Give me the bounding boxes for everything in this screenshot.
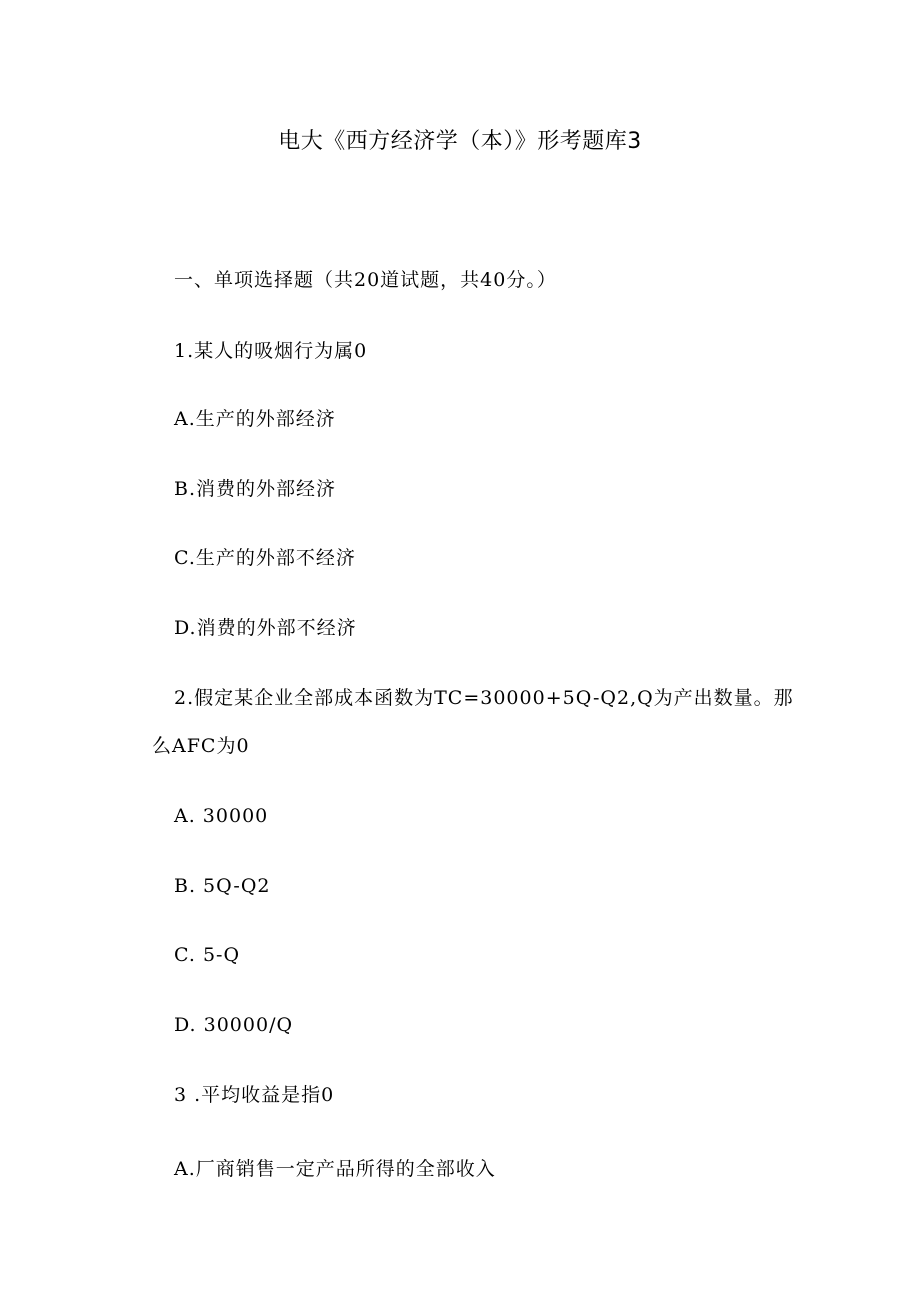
question-2-stem: 2.假定某企业全部成本函数为TC=30000+5Q-Q2,Q为产出数量。那 [174, 687, 794, 709]
question-2-option-b: B. 5Q-Q2 [174, 875, 271, 897]
question-3-stem: 3 .平均收益是指0 [174, 1084, 335, 1106]
question-1-stem: 1.某人的吸烟行为属0 [174, 340, 368, 362]
question-1-option-a: A.生产的外部经济 [174, 408, 336, 430]
question-2-option-d: D. 30000/Q [174, 1014, 294, 1036]
question-1-option-d: D.消费的外部不经济 [174, 617, 357, 639]
question-2-option-c: C. 5-Q [174, 944, 241, 966]
question-3-option-a: A.厂商销售一定产品所得的全部收入 [174, 1158, 496, 1180]
document-title: 电大《西方经济学（本）》形考题库3 [278, 129, 642, 154]
question-1-option-c: C.生产的外部不经济 [174, 547, 356, 569]
question-1-option-b: B.消费的外部经济 [174, 478, 337, 500]
section-heading: 一、单项选择题（共20道试题，共40分。） [174, 269, 557, 291]
question-2-stem-continued: 么AFC为0 [152, 735, 250, 757]
question-2-option-a: A. 30000 [174, 805, 269, 827]
